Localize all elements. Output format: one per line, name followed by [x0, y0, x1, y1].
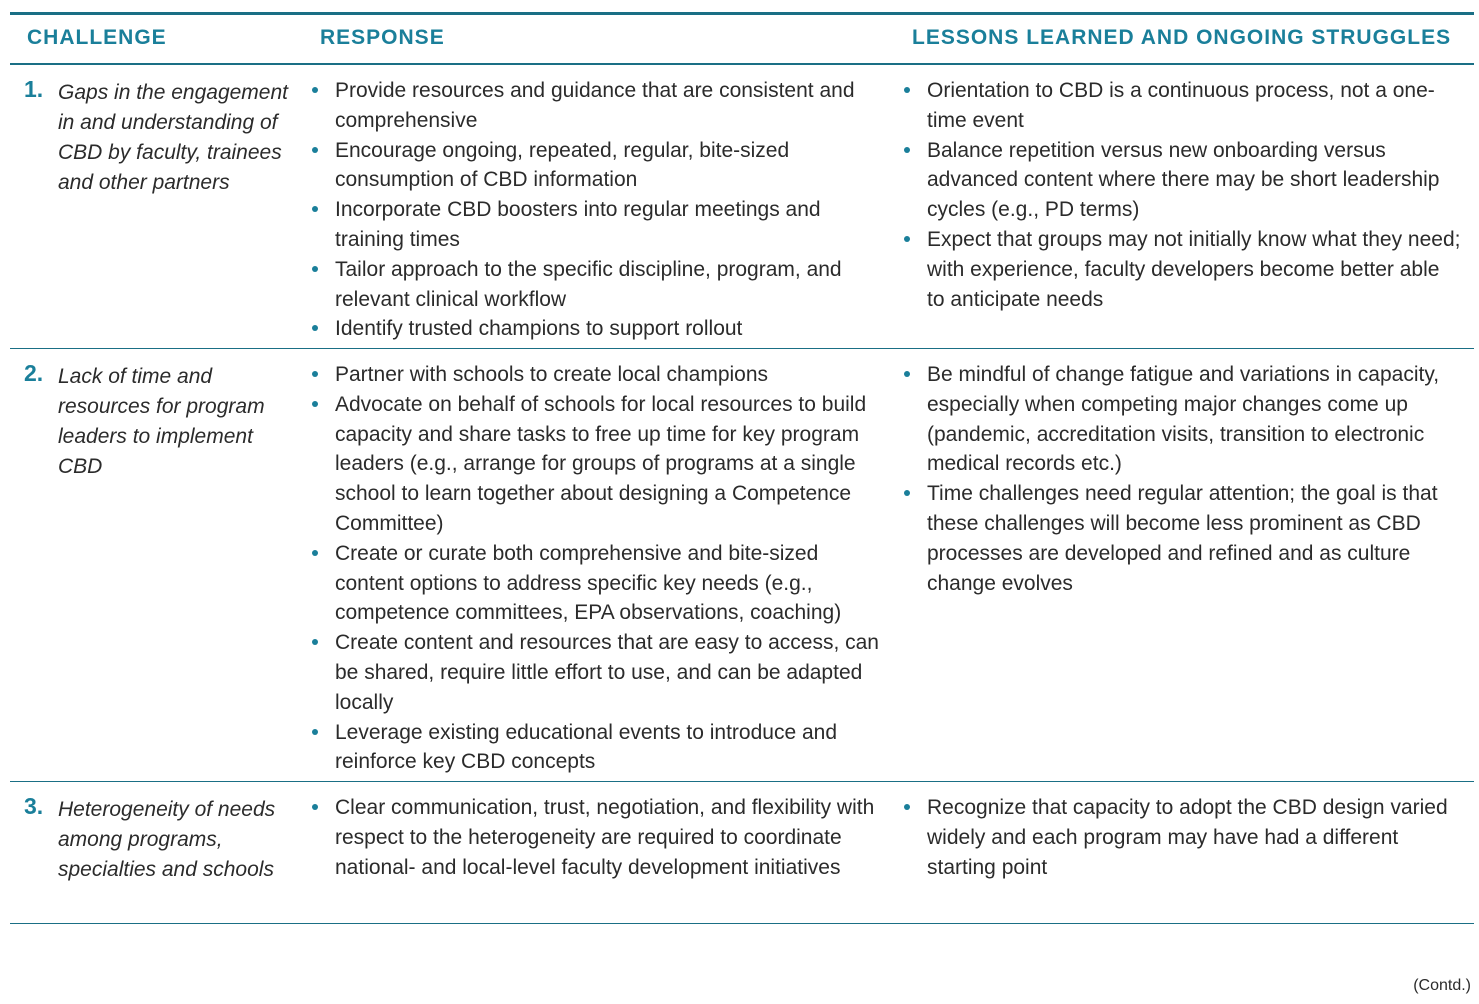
- bullet-icon: [312, 804, 318, 810]
- list-item: Recognize that capacity to adopt the CBD design varied widely and each program may have had a different starting point: [902, 793, 1462, 882]
- bullet-icon: [312, 325, 318, 331]
- list-item: Encourage ongoing, repeated, regular, bite-sized consumption of CBD information: [310, 136, 880, 196]
- list-item: Incorporate CBD boosters into regular meetings and training times: [310, 195, 880, 255]
- challenge-text: Heterogeneity of needs among programs, specialties and schools: [58, 798, 276, 881]
- row-divider: [10, 348, 1474, 349]
- list-item: Leverage existing educational events to introduce and reinforce key CBD concepts: [310, 718, 880, 778]
- list-item: Balance repetition versus new onboarding versus advanced content where there may be short leadership cycles (e.g., PD terms): [902, 136, 1462, 225]
- challenge-text: Gaps in the engagement in and understanding of CBD by faculty, trainees and other partners: [58, 81, 288, 194]
- list-item: Be mindful of change fatigue and variations in capacity, especially when competing major changes come up (pandemic, accreditation visits, transition to electronic medical records etc.): [902, 360, 1462, 479]
- list-item: Orientation to CBD is a continuous process, not a one-time event: [902, 76, 1462, 136]
- bullet-icon: [312, 401, 318, 407]
- bullet-icon: [312, 371, 318, 377]
- lessons-list: [902, 360, 1462, 598]
- table-header: [0, 26, 1479, 56]
- challenge-number: 1.: [24, 76, 44, 102]
- table-bottom-rule: [10, 923, 1474, 924]
- header-challenge: CHALLENGE: [27, 26, 167, 49]
- response-list: [310, 76, 880, 344]
- list-item: Time challenges need regular attention; the goal is that these challenges will become less prominent as CBD processes are developed and refined and as culture change evolves: [902, 479, 1462, 598]
- bullet-icon: [312, 87, 318, 93]
- list-item: Create or curate both comprehensive and bite-sized content options to address specific key needs (e.g., competence committees, EPA observations, coaching): [310, 539, 880, 628]
- lessons-list: [902, 76, 1462, 314]
- response-list: [310, 793, 880, 882]
- row-divider: [10, 781, 1474, 782]
- list-item: Tailor approach to the specific discipline, program, and relevant clinical workflow: [310, 255, 880, 315]
- list-item: Expect that groups may not initially know what they need; with experience, faculty developers become better able to anticipate needs: [902, 225, 1462, 314]
- list-item: Create content and resources that are easy to access, can be shared, require little effort to use, and can be adapted locally: [310, 628, 880, 717]
- bullet-icon: [312, 206, 318, 212]
- table-top-rule: [10, 12, 1474, 15]
- list-item: Clear communication, trust, negotiation, and flexibility with respect to the heterogeneity are required to coordinate national- and local-level faculty development initiatives: [310, 793, 880, 882]
- header-response: RESPONSE: [320, 26, 445, 49]
- challenge-text: Lack of time and resources for program leaders to implement CBD: [58, 365, 265, 478]
- header-lessons: LESSONS LEARNED AND ONGOING STRUGGLES: [912, 26, 1452, 49]
- list-item: Advocate on behalf of schools for local resources to build capacity and share tasks to free up time for key program leaders (e.g., arrange for groups of programs at a single school to learn together about designing a Competence Committee): [310, 390, 880, 539]
- continued-note: (Contd.): [1413, 977, 1471, 994]
- bullet-icon: [312, 266, 318, 272]
- bullet-icon: [904, 490, 910, 496]
- lessons-list: [902, 793, 1462, 882]
- bullet-icon: [312, 147, 318, 153]
- bullet-icon: [904, 371, 910, 377]
- challenge-number: 3.: [24, 793, 44, 819]
- list-item: Identify trusted champions to support rollout: [310, 314, 880, 344]
- list-item: Provide resources and guidance that are consistent and comprehensive: [310, 76, 880, 136]
- bullet-icon: [312, 639, 318, 645]
- challenge-number: 2.: [24, 360, 44, 386]
- bullet-icon: [312, 550, 318, 556]
- list-item: Partner with schools to create local champions: [310, 360, 880, 390]
- response-list: [310, 360, 880, 777]
- bullet-icon: [312, 729, 318, 735]
- bullet-icon: [904, 87, 910, 93]
- bullet-icon: [904, 147, 910, 153]
- bullet-icon: [904, 236, 910, 242]
- header-rule: [10, 63, 1474, 65]
- bullet-icon: [904, 804, 910, 810]
